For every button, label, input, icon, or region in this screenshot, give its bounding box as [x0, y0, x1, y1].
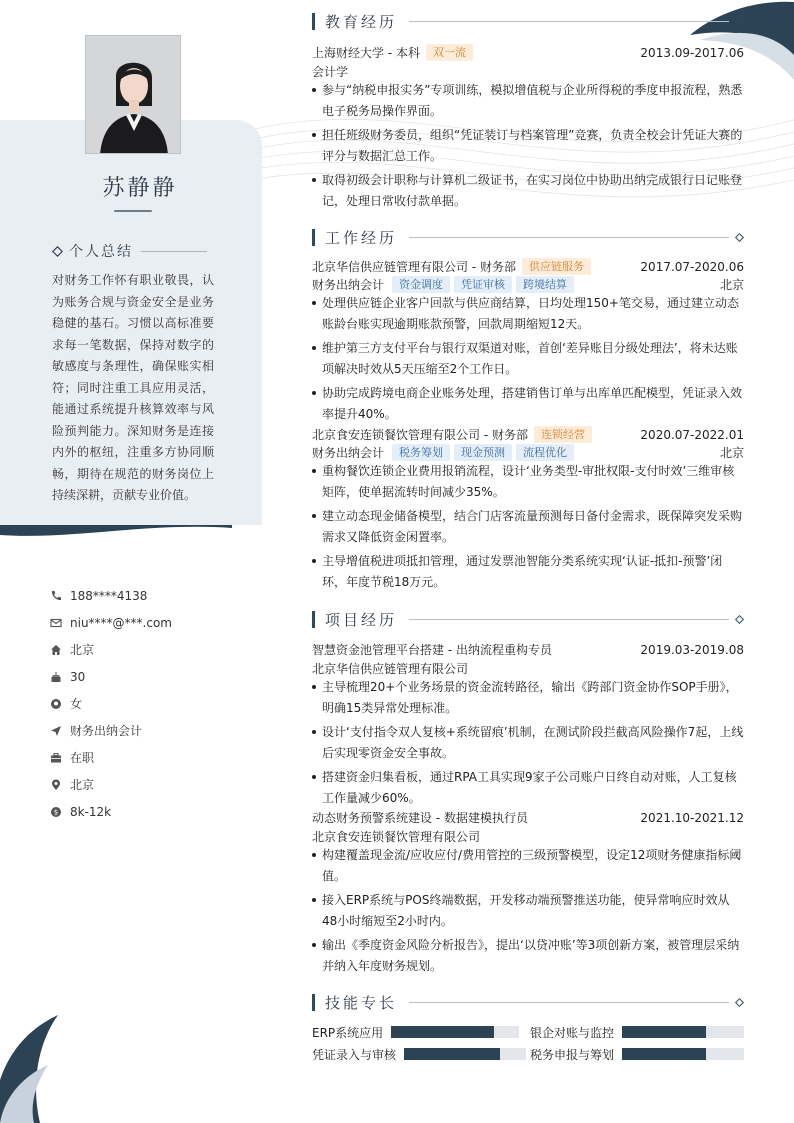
project-org: 北京华信供应链管理有限公司 [312, 662, 469, 676]
education-bullets [312, 80, 744, 211]
skill-tag: 流程优化 [516, 444, 574, 461]
industry-tag: 连锁经营 [534, 426, 592, 443]
project-name: 智慧资金池管理平台搭建 - 出纳流程重构专员 [312, 643, 552, 657]
skill-tag: 资金调度 [392, 276, 450, 293]
list-item: 接入ERP系统与POS终端数据，开发移动端预警推送功能，使异常响应时效从48小时缩短至2小时内。 [312, 890, 744, 931]
project-period: 2021.10-2021.12 [640, 810, 744, 825]
project-2-bullets [312, 845, 744, 976]
skill-bank-reconciliation: 银企对账与监控 [530, 1024, 744, 1040]
job-period: 2017.07-2020.06 [640, 259, 744, 274]
job-role: 财务出纳会计 [312, 446, 385, 460]
summary-divider [141, 251, 207, 252]
diamond-icon [735, 233, 744, 242]
summary-heading [52, 241, 207, 261]
job-city: 北京 [719, 278, 744, 292]
diamond-icon [52, 246, 63, 257]
project-period: 2019.03-2019.08 [640, 642, 744, 657]
summary-title: 个人总结 [69, 244, 133, 260]
contact-hometown: 北京 [50, 636, 172, 663]
skill-voucher: 凭证录入与审核 [312, 1046, 526, 1062]
education-heading: 教育经历 [312, 11, 744, 31]
job-2-bullets [312, 461, 744, 592]
major: 会计学 [312, 65, 349, 79]
work-heading: 工作经历 [312, 227, 744, 247]
contact-salary: $ 8k-12k [50, 798, 172, 825]
send-icon [50, 725, 62, 737]
mail-icon [50, 617, 62, 629]
briefcase-icon [50, 752, 62, 764]
list-item: 取得初级会计职称与计算机二级证书，在实习岗位中协助出纳完成银行日记账登记，处理日常收付款单据。 [312, 170, 744, 211]
skill-tag: 跨境结算 [516, 276, 574, 293]
salary-icon [50, 806, 62, 818]
list-item: 重构餐饮连锁企业费用报销流程，设计‘业务类型-审批权限-支付时效’三维审核矩阵，使单据流转时间减少35%。 [312, 461, 744, 502]
diamond-icon [735, 615, 744, 624]
project-name: 动态财务预警系统建设 - 数据建模执行员 [312, 811, 528, 825]
skill-erp: ERP系统应用 [312, 1024, 519, 1040]
contact-status: 在职 [50, 744, 172, 771]
skills-heading: 技能专长 [312, 992, 744, 1012]
list-item: 构建覆盖现金流/应收应付/费用管控的三级预警模型，设定12项财务健康指标阈值。 [312, 845, 744, 886]
project-1-org-row [312, 660, 744, 677]
job-period: 2020.07-2022.01 [640, 427, 744, 442]
skill-tax: 税务申报与筹划 [530, 1046, 744, 1062]
project-1-bullets [312, 677, 744, 808]
education-major-row [312, 63, 744, 80]
candidate-name: 苏静静 [102, 176, 178, 201]
job-1-bullets [312, 293, 744, 424]
gender-icon [50, 698, 62, 710]
skill-tag: 税务筹划 [392, 444, 450, 461]
skill-bar-track [622, 1048, 744, 1060]
list-item: 主导梳理20+个业务场景的资金流转路径，输出《跨部门资金协作SOP手册》，明确15类异常处理标准。 [312, 677, 744, 718]
company-name: 北京食安连锁餐饮管理有限公司 - 财务部 [312, 428, 528, 442]
company-name: 北京华信供应链管理有限公司 - 财务部 [312, 260, 516, 274]
cake-icon [50, 671, 62, 683]
contact-age: 30 [50, 663, 172, 690]
job-2-role-row [312, 444, 744, 461]
home-icon [50, 644, 62, 656]
skill-bar-track [404, 1048, 526, 1060]
diamond-icon [735, 998, 744, 1007]
list-item: 建立动态现金储备模型，结合门店客流量预测每日备付金需求，既保障突发采购需求又降低资金闲置率。 [312, 506, 744, 547]
education-period: 2013.09-2017.06 [640, 45, 744, 60]
skill-tag: 凭证审核 [454, 276, 512, 293]
list-item: 维护第三方支付平台与银行双渠道对账，首创‘差异账目分级处理法’，将未达账项解决时效从5天压缩至2个工作日。 [312, 338, 744, 379]
list-item: 处理供应链企业客户回款与供应商结算，日均处理150+笔交易，通过建立动态账龄台账实现逾期账款预警，回款周期缩短12天。 [312, 293, 744, 334]
skill-bar-fill [622, 1048, 706, 1060]
school-name: 上海财经大学 - 本科 [312, 46, 420, 60]
school-tag: 双一流 [426, 44, 473, 61]
contact-gender: 女 [50, 690, 172, 717]
project-2-org-row [312, 828, 744, 845]
job-2-company-row [312, 426, 744, 443]
summary-text: 对财务工作怀有职业敬畏，认为账务合规与资金安全是业务稳健的基石。习惯以高标准要求每一笔数据，保持对数字的敏感度与条理性，确保账实相符；同时注重工具应用灵活，能通过系统提升核算效率与风险预判能力。深知财务是连接内外的枢纽，注重多方协同顺畅，期待在规范的财务岗位上持续深耕，贡献专业价值。 [52, 273, 214, 502]
skill-bar-fill [404, 1048, 500, 1060]
skill-tag: 现金预测 [454, 444, 512, 461]
project-2-title-row [312, 809, 744, 826]
contact-list [50, 582, 172, 825]
skill-bar-fill [391, 1026, 493, 1038]
job-city: 北京 [719, 446, 744, 460]
list-item: 设计‘支付指令双人复核+系统留痕’机制，在测试阶段拦截高风险操作7起，上线后实现零资金安全事故。 [312, 722, 744, 763]
skill-bar-track [622, 1026, 744, 1038]
list-item: 输出《季度资金风险分析报告》，提出‘以贷冲账’等3项创新方案，被管理层采纳并纳入年度财务规划。 [312, 935, 744, 976]
contact-position: 财务出纳会计 [50, 717, 172, 744]
job-1-company-row [312, 258, 744, 275]
avatar-illustration [86, 36, 181, 154]
project-org: 北京食安连锁餐饮管理有限公司 [312, 830, 481, 844]
list-item: 担任班级财务委员，组织“凭证装订与档案管理”竞赛，负责全校会计凭证大赛的评分与数据汇总工作。 [312, 125, 744, 166]
name-divider [114, 210, 152, 212]
phone-icon [50, 590, 62, 602]
diamond-icon [735, 17, 744, 26]
skill-bar-fill [622, 1026, 706, 1038]
list-item: 搭建资金归集看板，通过RPA工具实现9家子公司账户日终自动对账，人工复核工作量减少60%。 [312, 767, 744, 808]
contact-email: niu****@***.com [50, 609, 172, 636]
location-icon [50, 779, 62, 791]
contact-phone: 188****4138 [50, 582, 172, 609]
project-1-title-row [312, 641, 744, 658]
projects-heading: 项目经历 [312, 609, 744, 629]
svg-text:$: $ [53, 808, 59, 816]
list-item: 主导增值税进项抵扣管理，通过发票池智能分类系统实现‘认证-抵扣-预警’闭环，年度节税18万元。 [312, 551, 744, 592]
list-item: 参与“纳税申报实务”专项训练，模拟增值税与企业所得税的季度申报流程，熟悉电子税务局操作界面。 [312, 80, 744, 121]
industry-tag: 供应链服务 [522, 258, 591, 275]
profile-photo [85, 35, 181, 154]
skill-bar-track [391, 1026, 519, 1038]
contact-location: 北京 [50, 771, 172, 798]
job-1-role-row [312, 276, 744, 293]
education-school-row [312, 44, 744, 61]
list-item: 协助完成跨境电商企业账务处理，搭建销售订单与出库单匹配模型，凭证录入效率提升40%。 [312, 383, 744, 424]
job-role: 财务出纳会计 [312, 278, 385, 292]
